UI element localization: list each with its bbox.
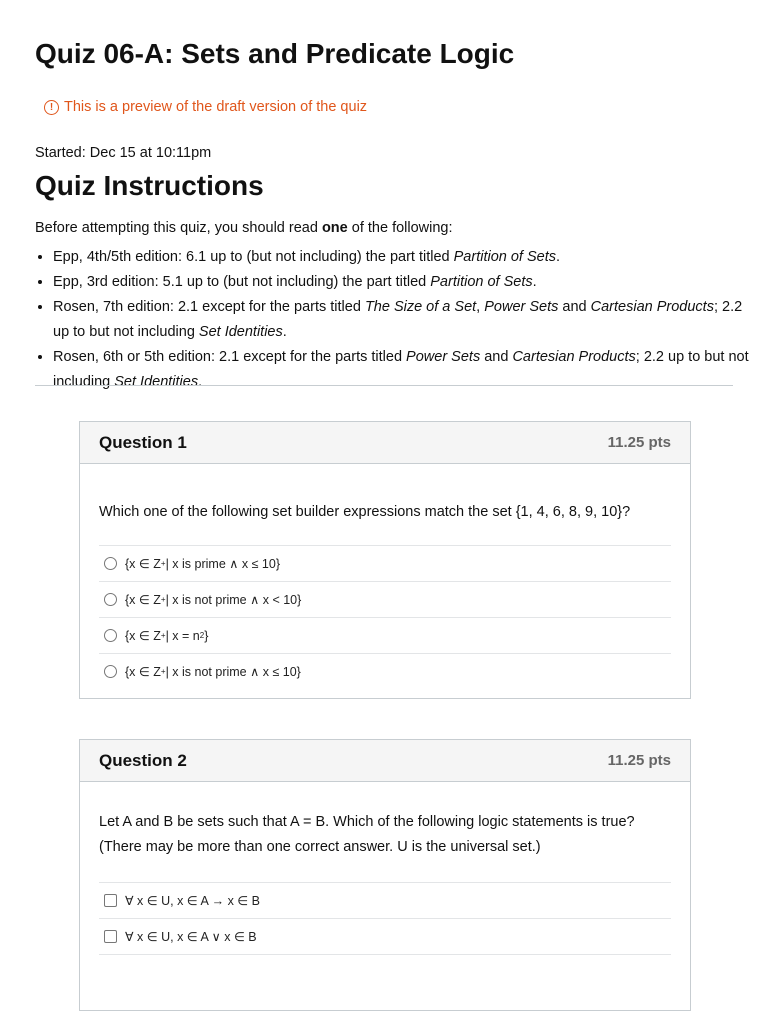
question-header bbox=[80, 740, 690, 782]
radio-button[interactable] bbox=[104, 557, 117, 570]
instructions-heading: Quiz Instructions bbox=[35, 170, 264, 201]
answer-option[interactable]: {x ∈ Z + | x is not prime ∧ x < 10} bbox=[99, 582, 671, 618]
answer-options bbox=[99, 545, 671, 689]
question-1 bbox=[79, 421, 691, 699]
answer-option[interactable]: {x ∈ Z + | x is prime ∧ x ≤ 10} bbox=[99, 546, 671, 582]
started-time: Started: Dec 15 at 10:11pm bbox=[35, 145, 212, 161]
warning-icon: ! bbox=[44, 100, 59, 115]
intro-bold: one bbox=[321, 220, 348, 236]
question-text: Which one of the following set builder expressions match the set {1, 4, 6, 8, 9, 10}? bbox=[99, 504, 631, 520]
warning-text: This is a preview of the draft version of the quiz bbox=[64, 99, 368, 115]
quiz-title: Quiz 06-A: Sets and Predicate Logic bbox=[35, 38, 515, 69]
radio-button[interactable] bbox=[104, 593, 117, 606]
question-title: Question 2 bbox=[99, 750, 187, 770]
reading-item: • Rosen, 7th edition: 2.1 except for the parts titled The Size of a Set, Power Sets and Cartesian Products; 2.2 up to but not including Set Identities. bbox=[53, 295, 753, 345]
instructions-intro bbox=[35, 220, 453, 236]
answer-options bbox=[99, 882, 671, 955]
answer-option[interactable]: {x ∈ Z + | x is not prime ∧ x ≤ 10} bbox=[99, 654, 671, 689]
answer-option[interactable]: ∀ x ∈ U, x ∈ A → x ∈ B bbox=[99, 883, 671, 919]
intro-text-end: of the following: bbox=[347, 220, 453, 236]
intro-text: Before attempting this quiz, you should read bbox=[35, 220, 322, 236]
reading-item: • Epp, 3rd edition: 5.1 up to (but not including) the part titled Partition of Sets. bbox=[53, 270, 753, 295]
question-2 bbox=[79, 739, 691, 1011]
radio-button[interactable] bbox=[104, 629, 117, 642]
checkbox[interactable] bbox=[104, 894, 117, 907]
question-title: Question 1 bbox=[99, 432, 187, 452]
draft-warning bbox=[44, 99, 367, 115]
divider bbox=[35, 385, 733, 386]
reading-list bbox=[35, 245, 753, 395]
reading-item: • Rosen, 6th or 5th edition: 2.1 except for the parts titled Power Sets and Cartesian Products; 2.2 up to but not including Set Identities. bbox=[53, 345, 753, 395]
reading-item: • Epp, 4th/5th edition: 6.1 up to (but not including) the part titled Partition of Sets. bbox=[53, 245, 753, 270]
radio-button[interactable] bbox=[104, 665, 117, 678]
question-header bbox=[80, 422, 690, 464]
answer-option[interactable]: ∀ x ∈ U, x ∈ A ∨ x ∈ B bbox=[99, 919, 671, 955]
question-points: 11.25 pts bbox=[607, 434, 671, 451]
answer-option[interactable]: {x ∈ Z + | x = n 2 } bbox=[99, 618, 671, 654]
question-points: 11.25 pts bbox=[607, 752, 671, 769]
checkbox[interactable] bbox=[104, 930, 117, 943]
question-text: Let A and B be sets such that A = B. Which of the following logic statements is true? (There may be more than one correct answer. U is the universal set.) bbox=[99, 814, 635, 855]
